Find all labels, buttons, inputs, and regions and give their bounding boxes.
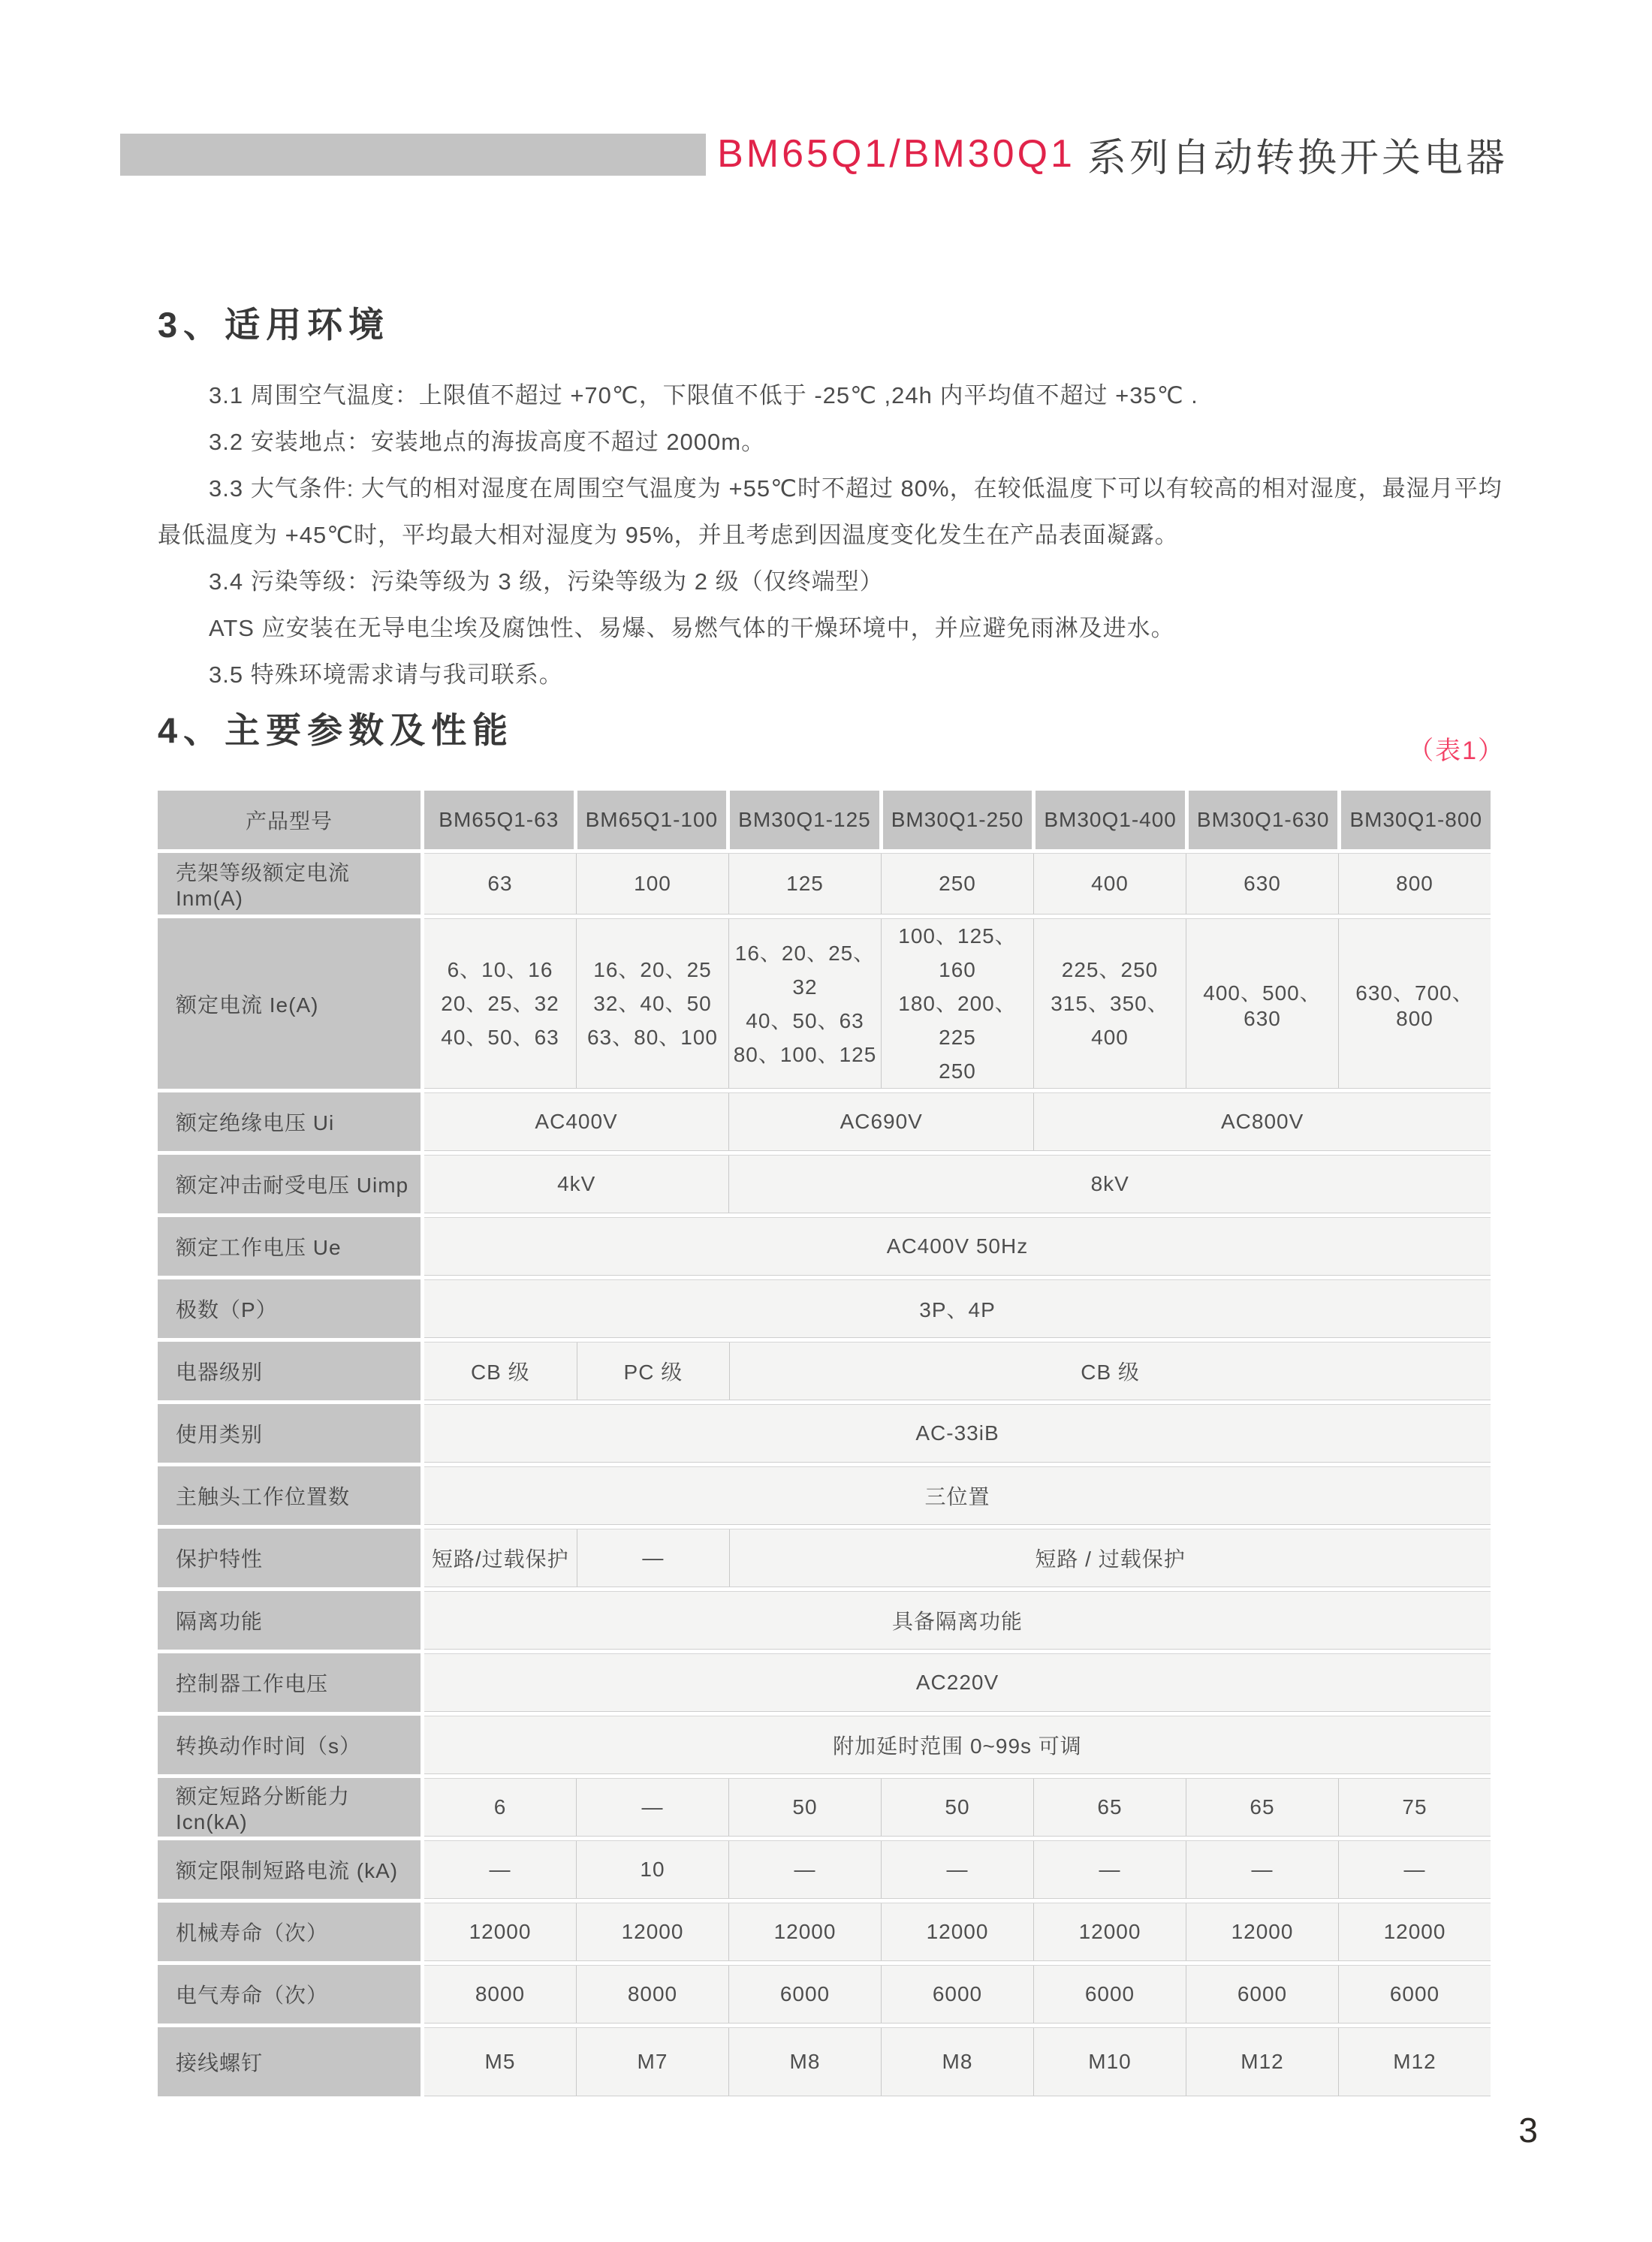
row-cells	[424, 918, 1491, 1089]
row-cells	[424, 1155, 1491, 1213]
cell-line: 63、80、100	[586, 1026, 718, 1049]
table-cell: 50	[728, 1779, 881, 1836]
table-row	[158, 1903, 1491, 1961]
cell-line: 6、10、16	[447, 958, 553, 981]
table-row	[158, 1716, 1491, 1774]
row-cells	[424, 1840, 1491, 1899]
row-label: 极数（P）	[158, 1279, 421, 1338]
table-row	[158, 2027, 1491, 2096]
table-cell: 6000	[1033, 1966, 1186, 2023]
table-header-row	[158, 791, 1491, 849]
row-cells	[424, 1965, 1491, 2024]
column-header: BM30Q1-125	[726, 791, 879, 849]
section3-paragraph: 3.5 特殊环境需求请与我司联系。	[209, 661, 563, 688]
table-cell: M5	[424, 2028, 576, 2096]
table-cell: 63	[424, 854, 576, 914]
section3-paragraph: ATS 应安装在无导电尘埃及腐蚀性、易爆、易燃气体的干燥环境中，并应避免雨淋及进水。	[209, 615, 1175, 641]
table-cell: 6000	[1186, 1966, 1338, 2023]
row-label: 额定绝缘电压 Ui	[158, 1092, 421, 1151]
column-header: BM30Q1-630	[1185, 791, 1338, 849]
column-header: BM30Q1-250	[879, 791, 1032, 849]
table-cell: M12	[1338, 2028, 1491, 2096]
table-row	[158, 1404, 1491, 1463]
cell-line: 225、250	[1061, 958, 1159, 981]
table1-tag: （表1）	[1408, 737, 1505, 765]
table-cell: 附加延时范围 0~99s 可调	[424, 1716, 1491, 1773]
row-cells	[424, 1716, 1491, 1774]
row-label: 壳架等级额定电流 Inm(A)	[158, 853, 421, 915]
section3-paragraph: 3.2 安装地点：安装地点的海拔高度不超过 2000m。	[209, 429, 766, 455]
table-cell: 8000	[576, 1966, 728, 2023]
cell-line: 80、100、125	[733, 1042, 877, 1066]
table-cell: AC220V	[424, 1654, 1491, 1711]
table-cell	[424, 919, 576, 1088]
row-cells	[424, 1653, 1491, 1712]
row-label: 电器级别	[158, 1342, 421, 1400]
table-cell: 630	[1186, 854, 1338, 914]
table-row	[158, 1342, 1491, 1400]
section3-title: 3、适用环境	[158, 305, 390, 345]
cell-line: 32、40、50	[593, 992, 712, 1015]
row-cells	[424, 853, 1491, 915]
table-cell: 100	[576, 854, 728, 914]
table-row	[158, 1279, 1491, 1338]
table-cell: 250	[881, 854, 1033, 914]
table-cell: CB 级	[424, 1342, 577, 1400]
table-cell: 6	[424, 1779, 576, 1836]
table-cell: —	[728, 1841, 881, 1898]
cell-line: 100、125、160	[898, 924, 1017, 981]
row-cells	[424, 1217, 1491, 1276]
table-cell: 6000	[728, 1966, 881, 2023]
table-cell: M10	[1033, 2028, 1186, 2096]
table-cell: 12000	[576, 1903, 728, 1960]
table-cell: 800	[1338, 854, 1491, 914]
table-cell: 12000	[1033, 1903, 1186, 1960]
table-cell: 50	[881, 1779, 1033, 1836]
row-label: 使用类别	[158, 1404, 421, 1463]
row-cells	[424, 791, 1491, 849]
table-row	[158, 1591, 1491, 1650]
row-cells	[424, 1279, 1491, 1338]
table-cell: CB 级	[729, 1342, 1491, 1400]
table-row	[158, 1155, 1491, 1213]
table-cell: AC400V	[424, 1093, 728, 1150]
cell-line: 250	[939, 1059, 976, 1083]
table-cell: AC-33iB	[424, 1405, 1491, 1462]
table-corner-header: 产品型号	[158, 791, 421, 849]
column-header: BM65Q1-100	[574, 791, 727, 849]
row-label: 额定短路分断能力 Icn(kA)	[158, 1778, 421, 1837]
row-label: 保护特性	[158, 1529, 421, 1587]
table-cell: 8kV	[728, 1156, 1491, 1213]
cell-line: 40、50、63	[746, 1008, 864, 1032]
cell-line: 20、25、32	[441, 992, 559, 1015]
table-cell: 短路/过载保护	[424, 1529, 577, 1587]
section3-paragraph: 3.1 周围空气温度：上限值不超过 +70℃，下限值不低于 -25℃ ,24h 内平均值不超过 +35℃ .	[209, 382, 1198, 408]
section3-paragraph: 3.4 污染等级：污染等级为 3 级，污染等级为 2 级（仅终端型）	[209, 568, 884, 595]
table-row	[158, 1840, 1491, 1899]
row-label: 额定工作电压 Ue	[158, 1217, 421, 1276]
table-cell: 三位置	[424, 1467, 1491, 1524]
table-cell: 65	[1033, 1779, 1186, 1836]
row-cells	[424, 1903, 1491, 1961]
table-cell: 12000	[424, 1903, 576, 1960]
table-cell: M12	[1186, 2028, 1338, 2096]
header-series-text: 系列自动转换开关电器	[1087, 136, 1508, 180]
parameters-table	[158, 791, 1491, 2096]
row-label: 额定冲击耐受电压 Uimp	[158, 1155, 421, 1213]
table-cell: AC800V	[1033, 1093, 1491, 1150]
table-cell: —	[881, 1841, 1033, 1898]
row-label: 隔离功能	[158, 1591, 421, 1650]
table-cell: —	[577, 1529, 730, 1587]
table-cell: 4kV	[424, 1156, 728, 1213]
table-cell: —	[1033, 1841, 1186, 1898]
table-cell: M8	[728, 2028, 881, 2096]
table-row	[158, 918, 1491, 1089]
row-cells	[424, 1529, 1491, 1587]
table-cell: 400、500、630	[1186, 919, 1338, 1088]
table-cell	[576, 919, 728, 1088]
row-cells	[424, 1778, 1491, 1837]
column-header: BM30Q1-400	[1032, 791, 1185, 849]
table-cell: —	[576, 1779, 728, 1836]
cell-line: 180、200、225	[898, 992, 1017, 1049]
row-cells	[424, 1092, 1491, 1151]
row-cells	[424, 1466, 1491, 1525]
row-cells	[424, 1404, 1491, 1463]
table-row	[158, 1653, 1491, 1712]
table-cell: 12000	[1338, 1903, 1491, 1960]
table-row	[158, 1092, 1491, 1151]
table-cell: M8	[881, 2028, 1033, 2096]
row-label: 机械寿命（次）	[158, 1903, 421, 1961]
row-label: 转换动作时间（s）	[158, 1716, 421, 1774]
cell-line: 40、50、63	[441, 1026, 559, 1049]
table-cell: AC690V	[728, 1093, 1033, 1150]
table-cell: M7	[576, 2028, 728, 2096]
row-label: 额定电流 Ie(A)	[158, 918, 421, 1089]
column-header: BM30Q1-800	[1337, 791, 1491, 849]
row-label: 主触头工作位置数	[158, 1466, 421, 1525]
page-header-title	[717, 126, 1508, 182]
table-cell	[881, 919, 1033, 1088]
table-cell: 3P、4P	[424, 1280, 1491, 1337]
table-cell: —	[1338, 1841, 1491, 1898]
row-label: 额定限制短路电流 (kA)	[158, 1840, 421, 1899]
table-cell: PC 级	[577, 1342, 730, 1400]
table-cell: 具备隔离功能	[424, 1592, 1491, 1649]
table-row	[158, 853, 1491, 915]
table-cell: 75	[1338, 1779, 1491, 1836]
row-label: 控制器工作电压	[158, 1653, 421, 1712]
header-model-text: BM65Q1/BM30Q1	[717, 132, 1075, 176]
row-label: 接线螺钉	[158, 2027, 421, 2096]
table-cell: 8000	[424, 1966, 576, 2023]
table-row	[158, 1778, 1491, 1837]
table-cell: 65	[1186, 1779, 1338, 1836]
table-cell: 10	[576, 1841, 728, 1898]
page-number: 3	[1518, 2111, 1538, 2150]
table-cell: 125	[728, 854, 881, 914]
table-cell: 630、700、800	[1338, 919, 1491, 1088]
cell-line: 16、20、25、32	[734, 941, 876, 999]
cell-line: 16、20、25	[593, 958, 712, 981]
row-cells	[424, 1342, 1491, 1400]
table-cell: AC400V 50Hz	[424, 1218, 1491, 1275]
row-label: 电气寿命（次）	[158, 1965, 421, 2024]
table-cell: 12000	[1186, 1903, 1338, 1960]
table-cell	[728, 919, 881, 1088]
table-cell: 12000	[881, 1903, 1033, 1960]
table-row	[158, 1965, 1491, 2024]
header-decoration-bar	[120, 134, 706, 176]
column-header: BM65Q1-63	[424, 791, 574, 849]
table-cell: 6000	[881, 1966, 1033, 2023]
cell-line: 315、350、400	[1051, 992, 1169, 1049]
table-cell: —	[424, 1841, 576, 1898]
row-cells	[424, 1591, 1491, 1650]
section4-title: 4、主要参数及性能	[158, 710, 514, 750]
section3-paragraph: 3.3 大气条件: 大气的相对湿度在周围空气温度为 +55℃时不超过 80%，在较低温度下可以有较高的相对湿度，最湿月平均最低温度为 +45℃时，平均最大相对湿度为 95%，并且考虑到因温度变化发生在产品表面凝露。	[158, 475, 1503, 548]
table-cell: 400	[1033, 854, 1186, 914]
row-cells	[424, 2027, 1491, 2096]
table-cell: 短路 / 过载保护	[729, 1529, 1491, 1587]
section3-paragraphs	[158, 372, 1503, 698]
table-cell	[1033, 919, 1186, 1088]
table-row	[158, 1529, 1491, 1587]
table-cell: —	[1186, 1841, 1338, 1898]
table-row	[158, 1217, 1491, 1276]
table-cell: 6000	[1338, 1966, 1491, 2023]
table-cell: 12000	[728, 1903, 881, 1960]
table-row	[158, 1466, 1491, 1525]
